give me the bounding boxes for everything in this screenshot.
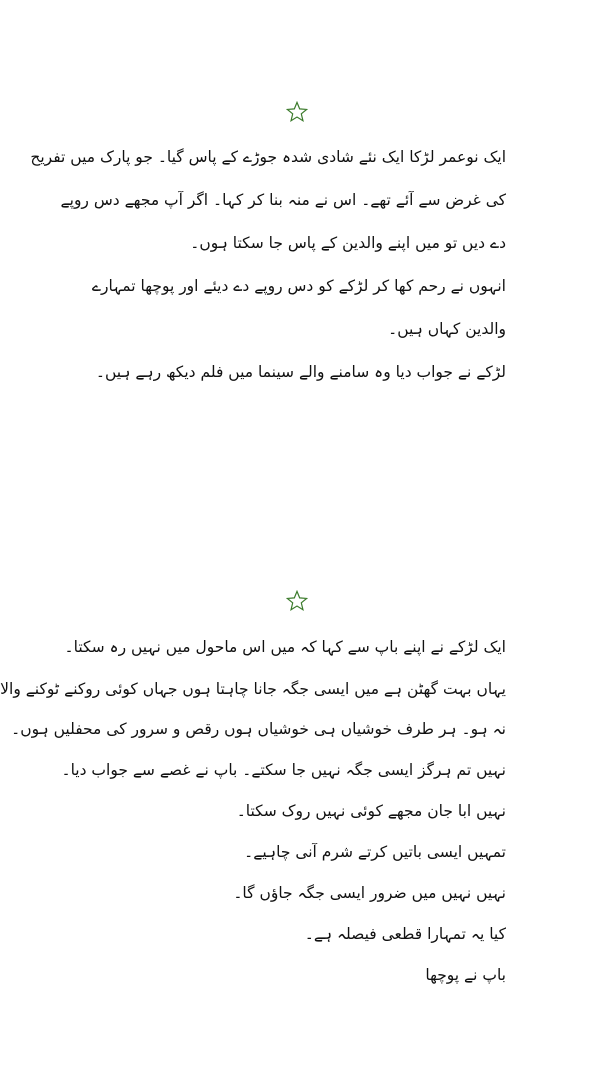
joke-1-line: دے دیں تو میں اپنے والدین کے پاس جا سکتا ہوں۔ xyxy=(190,234,506,252)
star-outline-icon xyxy=(286,101,308,123)
joke-1-line: لڑکے نے جواب دیا وہ سامنے والے سینما میں فلم دیکھ رہے ہیں۔ xyxy=(95,363,506,381)
joke-1-line: کی غرض سے آئے تھے۔ اس نے منہ بنا کر کہا۔ اگر آپ مجھے دس روپے xyxy=(60,191,506,209)
joke-1-line: ایک نوعمر لڑکا ایک نئے شادی شدہ جوڑے کے پاس گیا۔ جو پارک میں تفریح xyxy=(30,148,506,166)
joke-2-line: نہ ہو۔ ہر طرف خوشیاں ہی خوشیاں ہوں رقص و سرور کی محفلیں ہوں۔ xyxy=(11,720,506,738)
joke-2-line: یہاں بہت گھٹن ہے میں ایسی جگہ جانا چاہتا ہوں جہاں کوئی روکنے ٹوکنے والا xyxy=(0,680,506,698)
joke-2-line: نہیں نہیں میں ضرور ایسی جگہ جاؤں گا۔ xyxy=(233,884,506,902)
joke-1 xyxy=(30,140,506,400)
joke-1-line: انہوں نے رحم کھا کر لڑکے کو دس روپے دے دیئے اور پوچھا تمہارے xyxy=(91,277,506,295)
joke-2-line: کیا یہ تمہارا قطعی فیصلہ ہے۔ xyxy=(304,925,506,943)
joke-2-line: ایک لڑکے نے اپنے باپ سے کہا کہ میں اس ماحول میں نہیں رہ سکتا۔ xyxy=(64,638,506,656)
joke-2 xyxy=(0,630,506,1020)
star-outline-icon xyxy=(286,590,308,612)
joke-2-line: تمہیں ایسی باتیں کرتے شرم آنی چاہیے۔ xyxy=(244,843,506,861)
joke-2-line: باپ نے پوچھا xyxy=(425,966,506,984)
joke-2-line: نہیں ابا جان مجھے کوئی نہیں روک سکتا۔ xyxy=(236,802,506,820)
joke-2-line: نہیں تم ہرگز ایسی جگہ نہیں جا سکتے۔ باپ نے غصے سے جواب دیا۔ xyxy=(61,761,506,779)
joke-1-line: والدین کہاں ہیں۔ xyxy=(388,320,506,338)
